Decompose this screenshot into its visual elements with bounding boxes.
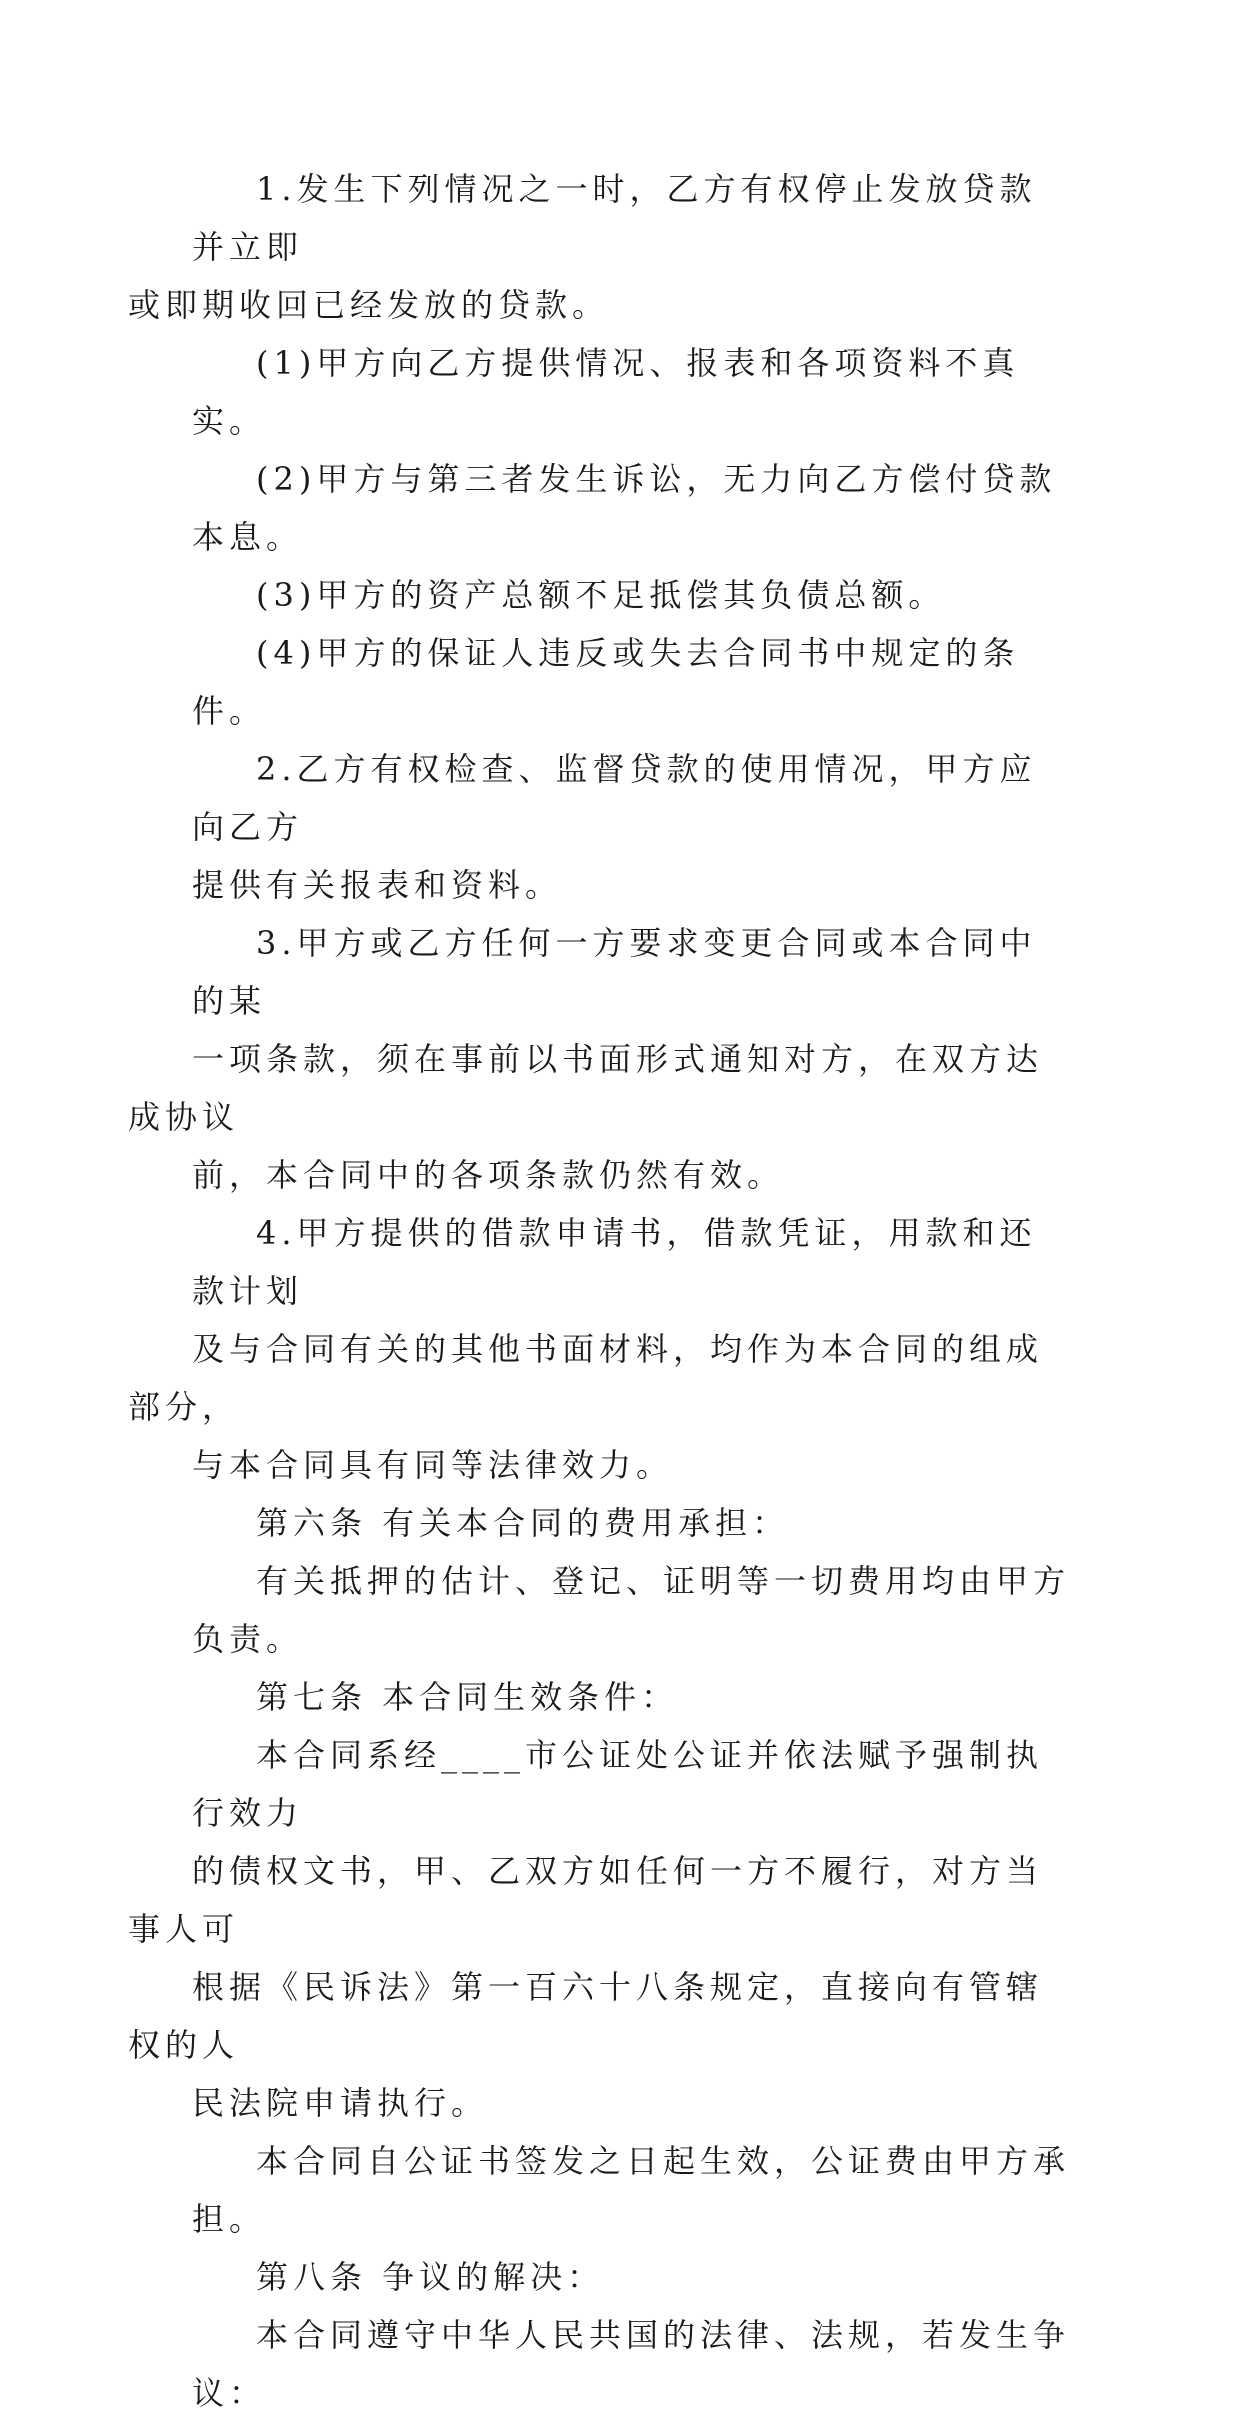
article-7-body-2 [192, 2132, 1072, 2248]
article-7-line-4: 民法院申请执行。 [192, 2084, 489, 2122]
clause-1-item-1 [192, 334, 1072, 450]
article-7-line-3: 根据《民诉法》第一百六十八条规定，直接向有管辖权的人 [128, 1968, 1044, 2064]
article-6-body [192, 1552, 1072, 1668]
article-6-heading [192, 1494, 1072, 1552]
clause-1-item-4-text: (4)甲方的保证人违反或失去合同书中规定的条件。 [192, 634, 1020, 730]
clause-1-item-1-text: (1)甲方向乙方提供情况、报表和各项资料不真实。 [192, 344, 1020, 440]
article-8-title: 第八条 争议的解决： [256, 2258, 605, 2296]
article-7-line-2: 的债权文书，甲、乙双方如任何一方不履行，对方当事人可 [128, 1852, 1044, 1948]
clause-3-line-3: 前，本合同中的各项条款仍然有效。 [192, 1156, 785, 1194]
article-8-text: 本合同遵守中华人民共国的法律、法规，若发生争议： [192, 2316, 1071, 2412]
clause-1-item-4 [192, 624, 1072, 740]
clause-1-item-2-text: (2)甲方与第三者发生诉讼，无力向乙方偿付贷款本息。 [192, 460, 1057, 556]
clause-2-line-1: 2.乙方有权检查、监督贷款的使用情况，甲方应向乙方 [192, 750, 1037, 846]
article-7-title: 第七条 本合同生效条件： [256, 1678, 679, 1716]
clause-4-line-1: 4.甲方提供的借款申请书，借款凭证，用款和还款计划 [192, 1214, 1037, 1310]
clause-1-item-3 [192, 566, 1072, 624]
clause-3 [128, 914, 1072, 1204]
article-7-line-1: 本合同系经____市公证处公证并依法赋予强制执行效力 [192, 1736, 1044, 1832]
article-7-effective-text: 本合同自公证书签发之日起生效，公证费由甲方承担。 [192, 2142, 1071, 2238]
clause-3-line-2: 一项条款，须在事前以书面形式通知对方，在双方达成协议 [128, 1040, 1044, 1136]
clause-1-line-1: 1.发生下列情况之一时，乙方有权停止发放贷款并立即 [192, 170, 1037, 266]
article-7-body [128, 1726, 1072, 2132]
clause-3-line-1: 3.甲方或乙方任何一方要求变更合同或本合同中的某 [192, 924, 1037, 1020]
article-7-heading [192, 1668, 1072, 1726]
article-8-body [192, 2306, 1072, 2422]
clause-1-item-2 [192, 450, 1072, 566]
clause-4-line-3: 与本合同具有同等法律效力。 [192, 1446, 674, 1484]
clause-1-item-3-text: (3)甲方的资产总额不足抵偿其负债总额。 [256, 576, 946, 614]
document-body [128, 160, 1072, 2422]
article-6-title: 第六条 有关本合同的费用承担： [256, 1504, 790, 1542]
clause-1 [128, 160, 1072, 334]
clause-2 [192, 740, 1072, 914]
clause-1-line-2: 或即期收回已经发放的贷款。 [128, 286, 610, 324]
article-6-text: 有关抵押的估计、登记、证明等一切费用均由甲方负责。 [192, 1562, 1071, 1658]
clause-4-line-2: 及与合同有关的其他书面材料，均作为本合同的组成部分， [128, 1330, 1044, 1426]
clause-2-line-2: 提供有关报表和资料。 [192, 866, 563, 904]
clause-4 [128, 1204, 1072, 1494]
article-8-heading [192, 2248, 1072, 2306]
